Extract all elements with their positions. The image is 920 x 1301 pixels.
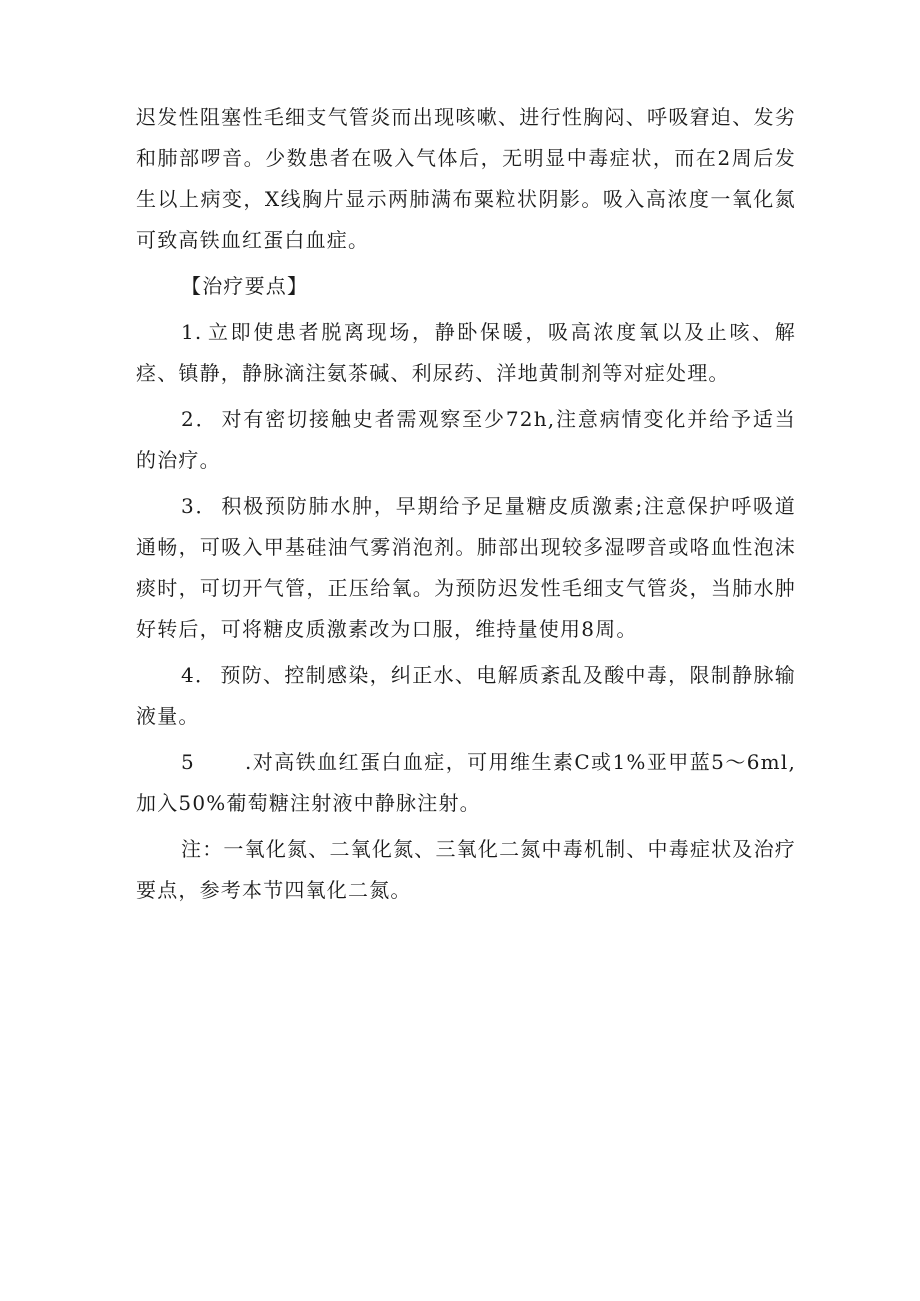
item-number: 2． xyxy=(181,407,218,431)
item-number: 1. xyxy=(181,320,203,344)
intro-paragraph: 迟发性阻塞性毛细支气管炎而出现咳嗽、进行性胸闷、呼吸窘迫、发劣和肺部啰音。少数患者在吸入气体后，无明显中毒症状，而在2周后发生以上病变，X线胸片显示两肺满布粟粒状阴影。吸入高浓度一氧化氮可致高铁血红蛋白血症。 xyxy=(136,105,796,252)
item-text: .对高铁血红蛋白血症，可用维生素C或1%亚甲蓝5～6ml,加入50%葡萄糖注射液中静脉注射。 xyxy=(136,750,796,815)
note-paragraph: 注：一氧化氮、二氧化氮、三氧化二氮中毒机制、中毒症状及治疗要点，参考本节四氧化二氮。 xyxy=(136,837,796,902)
item-text: 预防、控制感染，纠正水、电解质紊乱及酸中毒，限制静脉输液量。 xyxy=(136,663,796,728)
item-text: 对有密切接触史者需观察至少72h,注意病情变化并给予适当的治疗。 xyxy=(136,407,796,472)
treatment-item-2 xyxy=(136,399,796,481)
treatment-item-1 xyxy=(136,312,796,394)
section-heading: 【治疗要点】 xyxy=(181,274,309,298)
item-number: 3． xyxy=(181,494,218,518)
item-number: 5 xyxy=(181,750,195,774)
treatment-item-3 xyxy=(136,486,796,650)
item-number: 4． xyxy=(181,663,217,687)
item-text: 立即使患者脱离现场，静卧保暖，吸高浓度氧以及止咳、解痉、镇静，静脉滴注氨茶碱、利尿药、洋地黄制剂等对症处理。 xyxy=(136,320,796,385)
document-body xyxy=(136,97,796,916)
item-text: 积极预防肺水肿，早期给予足量糖皮质激素;注意保护呼吸道通畅，可吸入甲基硅油气雾消泡剂。肺部出现较多湿啰音或咯血性泡沫痰时，可切开气管，正压给氧。为预防迟发性毛细支气管炎，当肺水肿好转后，可将糖皮质激素改为口服，维持量使用8周。 xyxy=(136,494,797,641)
treatment-item-4 xyxy=(136,655,796,737)
treatment-item-5 xyxy=(136,742,796,824)
